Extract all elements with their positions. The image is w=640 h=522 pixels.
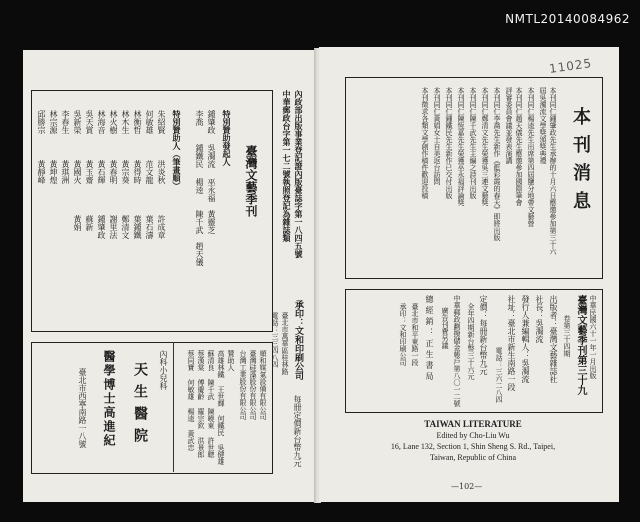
member-name: 吳天賞 <box>85 110 94 134</box>
member-name: 謝里法 <box>109 215 118 239</box>
donors-title: 臺灣文藝季刊 <box>244 145 258 217</box>
member-name: 吳新榮 <box>73 110 82 134</box>
page-number: —102— <box>451 482 483 491</box>
founder-name: 李喬 <box>195 110 204 126</box>
colophon-agent: 總經銷：正生書局 <box>425 295 434 383</box>
colophon-agent-address: 臺北市和平東路一段 <box>411 303 419 366</box>
colophon-phone: 電話：三六二八四 <box>495 347 503 403</box>
notice-item: 評審委員會議並發表演講 <box>505 87 513 164</box>
colophon-date: 中華民國六十一年一月出版 <box>589 295 597 379</box>
ad-sponsor-row: 蘇清良 陳千武 陳曉東 許世聰 <box>207 350 215 458</box>
member-name: 黃春明 <box>109 160 118 184</box>
member-name: 葉鍾鐵 <box>133 215 142 239</box>
english-editor: Edited by Cho-Liu Wu <box>436 431 510 440</box>
clinic-type: 內科小兒科 <box>159 350 168 390</box>
member-name: 林木生 <box>121 110 130 134</box>
colophon-title: 臺灣文藝季刊第三十九 <box>575 295 586 395</box>
member-name: 洪炎秋 <box>157 160 166 184</box>
notice-item: 本刊同仁鍾肇政先生承辦的十月六日應邀參加第三十六 <box>549 87 557 255</box>
member-name: 邱勝宗 <box>37 110 46 134</box>
printer-address: 臺北市萬華區桂林路 <box>281 312 289 375</box>
member-name: 范文龍 <box>145 160 154 184</box>
founder-name: 鍾鐵民 <box>195 144 204 168</box>
notice-item: 本刊同仁趙天儀先生應邀參加國際筆會 <box>515 87 523 206</box>
member-name: 黃琪洲 <box>61 160 70 184</box>
registration-line-2: 中華郵政台字第一七二號執照登記為雜誌類 <box>282 90 292 242</box>
notice-item: 本刊同仁楊逵先生出席第四屆鹽分地帶文藝營 <box>527 87 535 227</box>
notice-item: 本刊同仁鍾鐵民先生新作已交付出版 <box>445 87 453 199</box>
colophon-printer: 承印：文和印刷公司 <box>399 303 407 366</box>
founder-name: 吳濁流 <box>207 144 216 168</box>
sponsor-founders-heading: 特別贊助發起人 <box>222 110 232 166</box>
ad-company-3: 台灣工業股份有限公司 <box>239 350 247 420</box>
member-name: 許成章 <box>157 215 166 239</box>
colophon-issue: 卷第三十四期 <box>563 315 571 357</box>
notice-item: 本刊同仁黃娟女士自美返台訪問 <box>433 87 441 185</box>
member-name: 黃宗葵 <box>121 160 130 184</box>
archive-watermark: NMTL20140084962 <box>505 12 630 26</box>
member-name: 林海音 <box>97 110 106 134</box>
colophon-ads: 廣告刊費另議 <box>441 307 449 349</box>
sponsor-members-heading: 特別贊助人（筆畫順） <box>172 110 182 190</box>
ad-sponsor-row: 蔡漢棠 傅慶齡 羅宗欽 洪景郎 <box>197 350 205 458</box>
member-name: 林火樹 <box>109 110 118 134</box>
clinic-name: 天生醫院 <box>132 362 148 450</box>
ad-company-1: 順和媒氣設備有限公司 <box>259 350 267 420</box>
founder-name: 鍾肇政 <box>207 110 216 134</box>
colophon-price: 定價：每冊新台幣九元 <box>479 295 488 375</box>
member-name: 黃玉齋 <box>85 160 94 184</box>
printer-label: 承印： <box>293 300 303 327</box>
notice-item: 屆吳濁流文學獎頒獎典禮 <box>539 87 547 164</box>
member-name: 朱紹賢 <box>157 110 166 134</box>
left-page <box>23 50 317 502</box>
colophon-editor: 發行人兼編輯人：吳濁流 <box>521 295 530 383</box>
founder-name: 巫永福 <box>207 178 216 202</box>
notice-item: 本刊同仁陳恆嘉先生榮獲巫永福評論獎 <box>457 87 465 206</box>
notices-title: 本刊消息 <box>570 107 591 219</box>
ad-company-2: 臺灣硅藻股份有限公司 <box>249 350 257 420</box>
english-address-line-2: Taiwan, Republic of China <box>429 453 517 462</box>
member-name: 蘇新 <box>85 215 94 231</box>
english-address-line-1: 16, Lane 132, Section 1, Shin Sheng S. Rd., Taipei, <box>390 442 556 451</box>
member-name: 黃坤煌 <box>49 160 58 184</box>
member-name: 葉石濤 <box>145 215 154 239</box>
notice-item: 本刊徵求各類文學創作稿件歡迎投稿 <box>421 87 429 199</box>
member-name: 何敏雄 <box>145 110 154 134</box>
notice-item: 本刊同仁李喬先生新作《藍彩霞的春天》即將出版 <box>493 87 501 241</box>
printer-phone: 電話：三三四八四 <box>271 312 279 368</box>
colophon-address: 社址：臺北市新生南路一段 <box>507 295 516 391</box>
member-name: 林宗源 <box>49 110 58 134</box>
notice-item: 本刊同仁陳千武先生主編之詩刊出版 <box>469 87 477 199</box>
member-name: 黃靜峰 <box>37 160 46 184</box>
ad-sponsor-row: 蔡同寶 何敏雄 楊逵 黃武忠 <box>187 350 195 451</box>
ad-sponsor-row: 高雄林鐵 王世輝 何鐵民 吳健雄 <box>217 350 225 465</box>
english-title: TAIWAN LITERATURE <box>424 419 522 429</box>
colophon-postal: 中華郵政劃撥儲金帳戶第八〇一二號 <box>453 295 461 407</box>
pencil-annotation: 11025 <box>548 56 593 76</box>
printer-name: 文和印刷公司 <box>293 326 303 380</box>
member-name: 鄭清文 <box>121 215 130 239</box>
ads-divider <box>173 342 174 472</box>
founder-name: 趙天儀 <box>195 242 204 266</box>
colophon-subscription: 全年四期新台幣三十六元 <box>467 303 475 380</box>
price-note: 每冊定價新台幣九元 <box>293 395 302 467</box>
clinic-address: 臺北市西寧南路一八號 <box>78 368 87 448</box>
member-name: 黃娟 <box>73 215 82 231</box>
ads-box <box>31 342 273 474</box>
member-name: 黃石輝 <box>97 160 106 184</box>
founder-name: 楊逵 <box>195 178 204 194</box>
member-name: 李春生 <box>61 110 70 134</box>
colophon-president: 社長：吳濁流 <box>535 295 544 343</box>
member-name: 黃國火 <box>73 160 82 184</box>
notice-item: 本刊同仁鄭清文先生榮獲吳三連文藝獎 <box>481 87 489 206</box>
founder-name: 黃靈芝 <box>207 210 216 234</box>
member-name: 黃得時 <box>133 160 142 184</box>
clinic-doctor: 醫學博士高進紀 <box>102 350 116 448</box>
member-name: 林衡哲 <box>133 110 142 134</box>
ad-sponsor-label: 贊助人 <box>227 350 235 371</box>
founder-name: 陳千武 <box>195 210 204 234</box>
colophon-publisher: 出版者：臺灣文藝雜誌社 <box>549 295 558 383</box>
right-page <box>319 47 619 502</box>
member-name: 鍾肇政 <box>97 215 106 239</box>
registration-line-1: 內政部出版事業登記證內版臺誌字第一八四五號 <box>294 90 304 258</box>
